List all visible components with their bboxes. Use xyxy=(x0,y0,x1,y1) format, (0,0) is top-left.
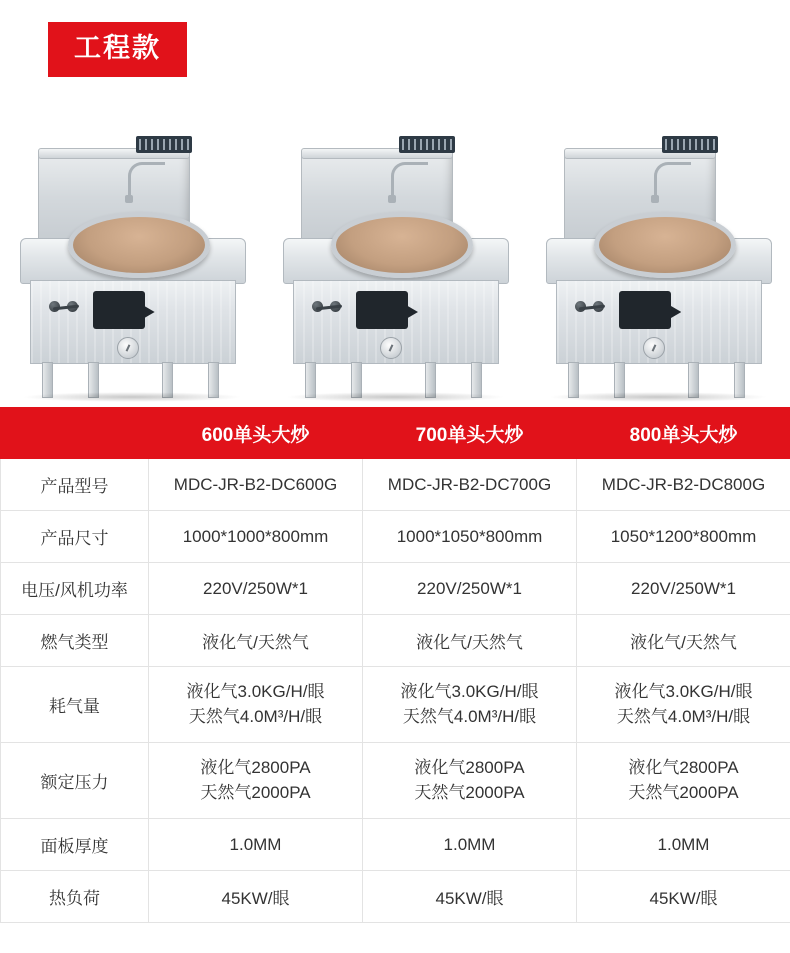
cell-model-800: MDC-JR-B2-DC800G xyxy=(577,459,790,511)
cell-size-700: 1000*1050*800mm xyxy=(363,511,577,563)
cell-heat-load-700: 45KW/眼 xyxy=(363,871,577,923)
floor-shadow xyxy=(548,392,768,402)
cell-line: 液化气3.0KG/H/眼 xyxy=(614,681,753,701)
gauge-dial-icon xyxy=(380,337,402,359)
cell-panel-thickness-700: 1.0MM xyxy=(363,819,577,871)
floor-shadow xyxy=(22,392,242,402)
table-header-col-800: 800单头大炒 xyxy=(577,408,790,459)
table-row xyxy=(1,871,790,923)
spec-table xyxy=(0,407,790,923)
table-row xyxy=(1,459,790,511)
cell-line: 天然气2000PA xyxy=(200,782,311,802)
row-label-rated-pressure: 额定压力 xyxy=(1,743,149,819)
cell-line: 液化气2800PA xyxy=(414,757,525,777)
cell-rated-pressure-800 xyxy=(577,743,790,819)
cell-gas-type-600: 液化气/天然气 xyxy=(149,615,363,667)
cell-gas-type-700: 液化气/天然气 xyxy=(363,615,577,667)
table-row xyxy=(1,615,790,667)
cell-rated-pressure-600 xyxy=(149,743,363,819)
stove-cabinet xyxy=(556,280,762,364)
cell-panel-thickness-600: 1.0MM xyxy=(149,819,363,871)
row-label-gas-consumption: 耗气量 xyxy=(1,667,149,743)
cell-voltage-800: 220V/250W*1 xyxy=(577,563,790,615)
wok-opening xyxy=(331,212,473,278)
burner-access-panel xyxy=(619,291,671,329)
row-label-size: 产品尺寸 xyxy=(1,511,149,563)
burner-access-panel xyxy=(93,291,145,329)
cell-gas-consumption-600 xyxy=(149,667,363,743)
cell-panel-thickness-800: 1.0MM xyxy=(577,819,790,871)
row-label-panel-thickness: 面板厚度 xyxy=(1,819,149,871)
product-photo-800 xyxy=(542,120,774,400)
burner-access-panel xyxy=(356,291,408,329)
faucet-icon xyxy=(128,162,165,201)
cell-line: 天然气4.0M³/H/眼 xyxy=(402,706,537,726)
cell-line: 天然气4.0M³/H/眼 xyxy=(616,706,751,726)
vent-grille-icon xyxy=(136,136,192,153)
wok-opening xyxy=(594,212,736,278)
table-header-corner xyxy=(1,408,149,459)
table-row xyxy=(1,667,790,743)
table-header-row xyxy=(1,408,790,459)
cell-line: 天然气2000PA xyxy=(414,782,525,802)
cell-voltage-700: 220V/250W*1 xyxy=(363,563,577,615)
cell-heat-load-600: 45KW/眼 xyxy=(149,871,363,923)
vent-grille-icon xyxy=(662,136,718,153)
cell-rated-pressure-700 xyxy=(363,743,577,819)
stove-cabinet xyxy=(293,280,499,364)
spec-table-head xyxy=(1,408,790,459)
cell-line: 液化气3.0KG/H/眼 xyxy=(186,681,325,701)
cell-model-700: MDC-JR-B2-DC700G xyxy=(363,459,577,511)
cell-gas-type-800: 液化气/天然气 xyxy=(577,615,790,667)
cell-size-600: 1000*1000*800mm xyxy=(149,511,363,563)
faucet-icon xyxy=(654,162,691,201)
table-row xyxy=(1,819,790,871)
product-image-strip xyxy=(0,95,790,400)
table-row xyxy=(1,743,790,819)
cell-gas-consumption-800 xyxy=(577,667,790,743)
product-photo-700 xyxy=(279,120,511,400)
gauge-dial-icon xyxy=(643,337,665,359)
table-row xyxy=(1,563,790,615)
row-label-model: 产品型号 xyxy=(1,459,149,511)
row-label-heat-load: 热负荷 xyxy=(1,871,149,923)
floor-shadow xyxy=(285,392,505,402)
cell-voltage-600: 220V/250W*1 xyxy=(149,563,363,615)
table-header-col-600: 600单头大炒 xyxy=(149,408,363,459)
stove-cabinet xyxy=(30,280,236,364)
cell-model-600: MDC-JR-B2-DC600G xyxy=(149,459,363,511)
cell-size-800: 1050*1200*800mm xyxy=(577,511,790,563)
cell-line: 天然气2000PA xyxy=(628,782,739,802)
product-photo-600 xyxy=(16,120,248,400)
cell-heat-load-800: 45KW/眼 xyxy=(577,871,790,923)
table-header-col-700: 700单头大炒 xyxy=(363,408,577,459)
row-label-voltage: 电压/风机功率 xyxy=(1,563,149,615)
cell-line: 液化气2800PA xyxy=(628,757,739,777)
banner-label: 工程款 xyxy=(48,22,187,77)
cell-gas-consumption-700 xyxy=(363,667,577,743)
wok-opening xyxy=(68,212,210,278)
table-row xyxy=(1,511,790,563)
cell-line: 液化气2800PA xyxy=(200,757,311,777)
gauge-dial-icon xyxy=(117,337,139,359)
spec-table-body xyxy=(1,459,790,923)
vent-grille-icon xyxy=(399,136,455,153)
cell-line: 液化气3.0KG/H/眼 xyxy=(400,681,539,701)
faucet-icon xyxy=(391,162,428,201)
cell-line: 天然气4.0M³/H/眼 xyxy=(188,706,323,726)
row-label-gas-type: 燃气类型 xyxy=(1,615,149,667)
